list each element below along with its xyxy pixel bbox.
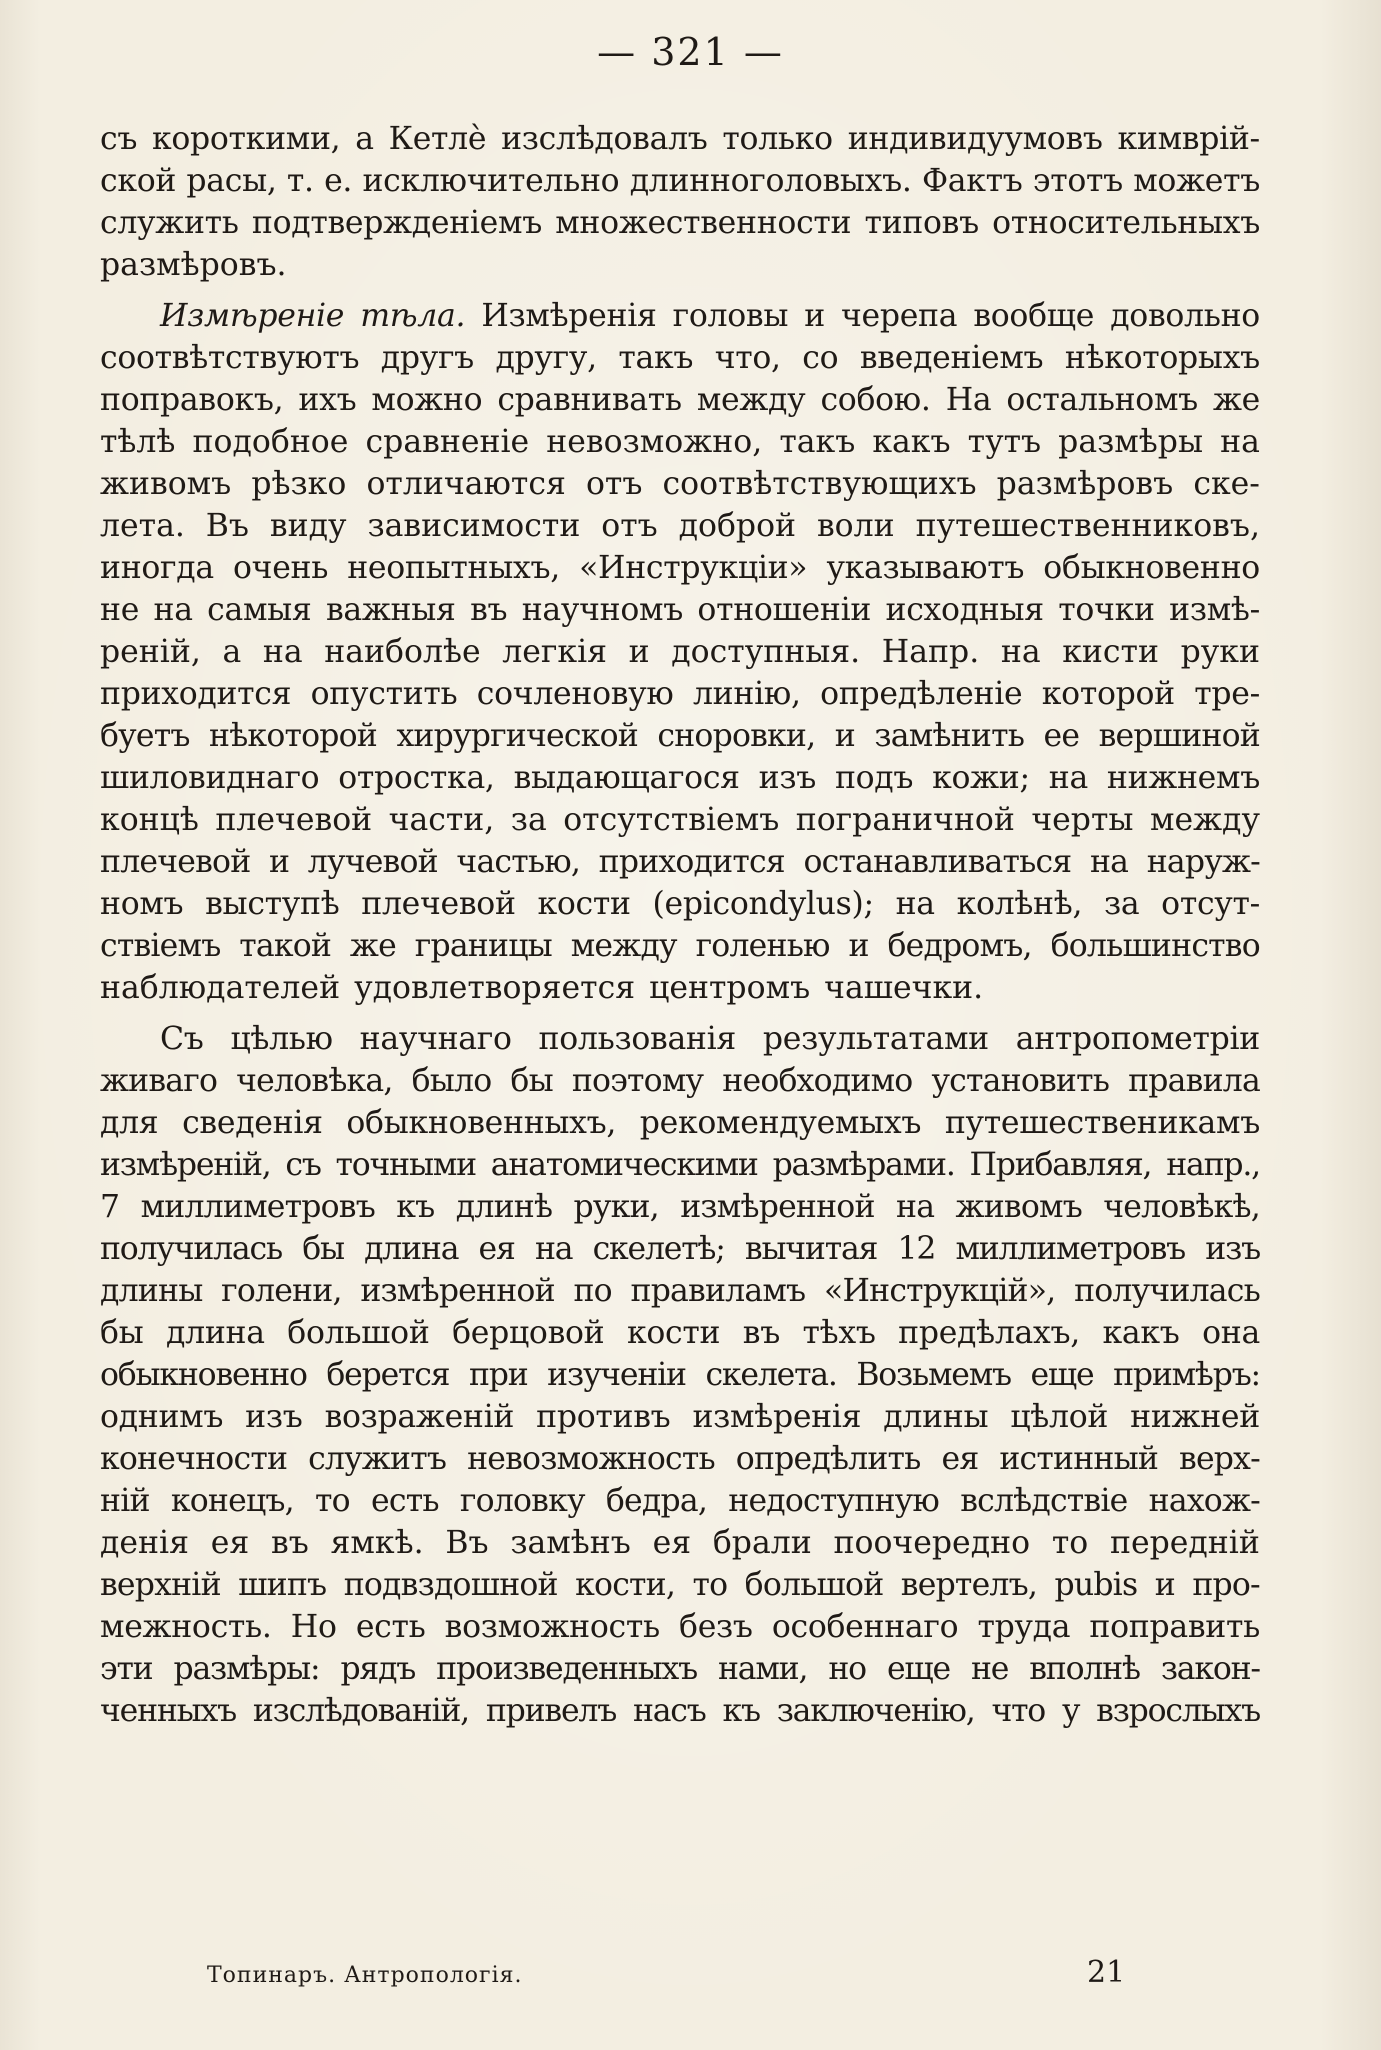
- text-line: получилась бы длина ея на скелетѣ; вычитая 12 миллиметровъ изъ: [100, 1231, 1260, 1267]
- text-line: тѣлѣ подобное сравненіе невозможно, такъ какъ тутъ размѣры на: [100, 424, 1260, 460]
- paragraph-gap: [100, 1009, 1260, 1018]
- text-line: межность. Но есть возможность безъ особеннаго труда поправить: [100, 1609, 1260, 1645]
- text-line: приходится опустить сочленовую линію, опредѣленіе которой тре-: [100, 676, 1260, 712]
- text-line: живаго человѣка, было бы поэтому необходимо установить правила: [100, 1063, 1260, 1099]
- text-line: наблюдателей удовлетворяется центромъ чашечки.: [100, 970, 984, 1006]
- text-line: поправокъ, ихъ можно сравнивать между собою. На остальномъ же: [100, 382, 1260, 418]
- body-text: [100, 118, 1260, 1732]
- text-line: соотвѣтствуютъ другъ другу, такъ что, со введеніемъ нѣкоторыхъ: [100, 340, 1260, 376]
- text-line: конечности служитъ невозможность опредѣлить ея истинный верх-: [100, 1441, 1260, 1477]
- text-line: реній, а на наиболѣе легкія и доступныя. Напр. на кисти руки: [100, 634, 1260, 670]
- text-line: размѣровъ.: [100, 247, 287, 283]
- text-line: бы длина большой берцовой кости въ тѣхъ предѣлахъ, какъ она: [100, 1315, 1260, 1351]
- text-line: ченныхъ изслѣдованій, привелъ насъ къ заключенію, что у взрослыхъ: [100, 1693, 1260, 1729]
- text-line: Съ цѣлью научнаго пользованія результатами антропометріи: [160, 1021, 1260, 1057]
- text-line: для сведенія обыкновенныхъ, рекомендуемыхъ путешественикамъ: [100, 1105, 1260, 1141]
- text-line: обыкновенно берется при изученіи скелета. Возьмемъ еще примѣръ:: [100, 1357, 1260, 1393]
- text-line: ской расы, т. е. исключительно длинноголовыхъ. Фактъ этотъ можетъ: [100, 163, 1260, 199]
- text-line: ствіемъ такой же границы между голенью и бедромъ, большинство: [100, 928, 1260, 964]
- text-line: эти размѣры: рядъ произведенныхъ нами, но еще не вполнѣ закон-: [100, 1651, 1260, 1687]
- text-line: верхній шипъ подвздошной кости, то большой вертелъ, pubis и про-: [100, 1567, 1260, 1603]
- text-line: не на самыя важныя въ научномъ отношеніи исходныя точки измѣ-: [100, 592, 1260, 628]
- text-line: шиловиднаго отростка, выдающагося изъ подъ кожи; на нижнемъ: [100, 760, 1260, 796]
- text-line: живомъ рѣзко отличаются отъ соотвѣтствующихъ размѣровъ ске-: [100, 466, 1260, 502]
- text-line: ній конецъ, то есть головку бедра, недоступную вслѣдствіе нахож-: [100, 1483, 1260, 1519]
- text-line: съ короткими, а Кетлè изслѣдовалъ только индивидуумовъ кимврій-: [100, 121, 1260, 157]
- text-line: концѣ плечевой части, за отсутствіемъ пограничной черты между: [100, 802, 1260, 838]
- text-line: измѣреній, съ точными анатомическими размѣрами. Прибавляя, напр.,: [100, 1147, 1260, 1183]
- text-line: 7 миллиметровъ къ длинѣ руки, измѣренной на живомъ человѣкѣ,: [100, 1189, 1260, 1225]
- text-line: Измѣреніе тѣла. Измѣренія головы и черепа вообще довольно: [160, 298, 1260, 334]
- text-line: номъ выступѣ плечевой кости (epicondylus); на колѣнѣ, за отсут-: [100, 886, 1260, 922]
- paragraph-gap: [100, 286, 1260, 295]
- text-line: лета. Въ виду зависимости отъ доброй воли путешественниковъ,: [100, 508, 1260, 544]
- signature-mark: 21: [1087, 1955, 1126, 1990]
- text-line: однимъ изъ возраженій противъ измѣренія длины цѣлой нижней: [100, 1399, 1260, 1435]
- text-line: буетъ нѣкоторой хирургической сноровки, и замѣнить ее вершиной: [100, 718, 1260, 754]
- page-number: — 321 —: [597, 30, 784, 74]
- footer: [207, 1955, 1126, 1990]
- text-line: иногда очень неопытныхъ, «Инструкціи» указываютъ обыкновенно: [100, 550, 1260, 586]
- running-title: Топинаръ. Антропологія.: [207, 1963, 523, 1988]
- text-line: денія ея въ ямкѣ. Въ замѣнъ ея брали поочередно то передній: [100, 1525, 1260, 1561]
- text-line: служить подтвержденіемъ множественности типовъ относительныхъ: [100, 205, 1260, 241]
- text-line: плечевой и лучевой частью, приходится останавливаться на наруж-: [100, 844, 1260, 880]
- text-line: длины голени, измѣренной по правиламъ «Инструкцій», получилась: [100, 1273, 1260, 1309]
